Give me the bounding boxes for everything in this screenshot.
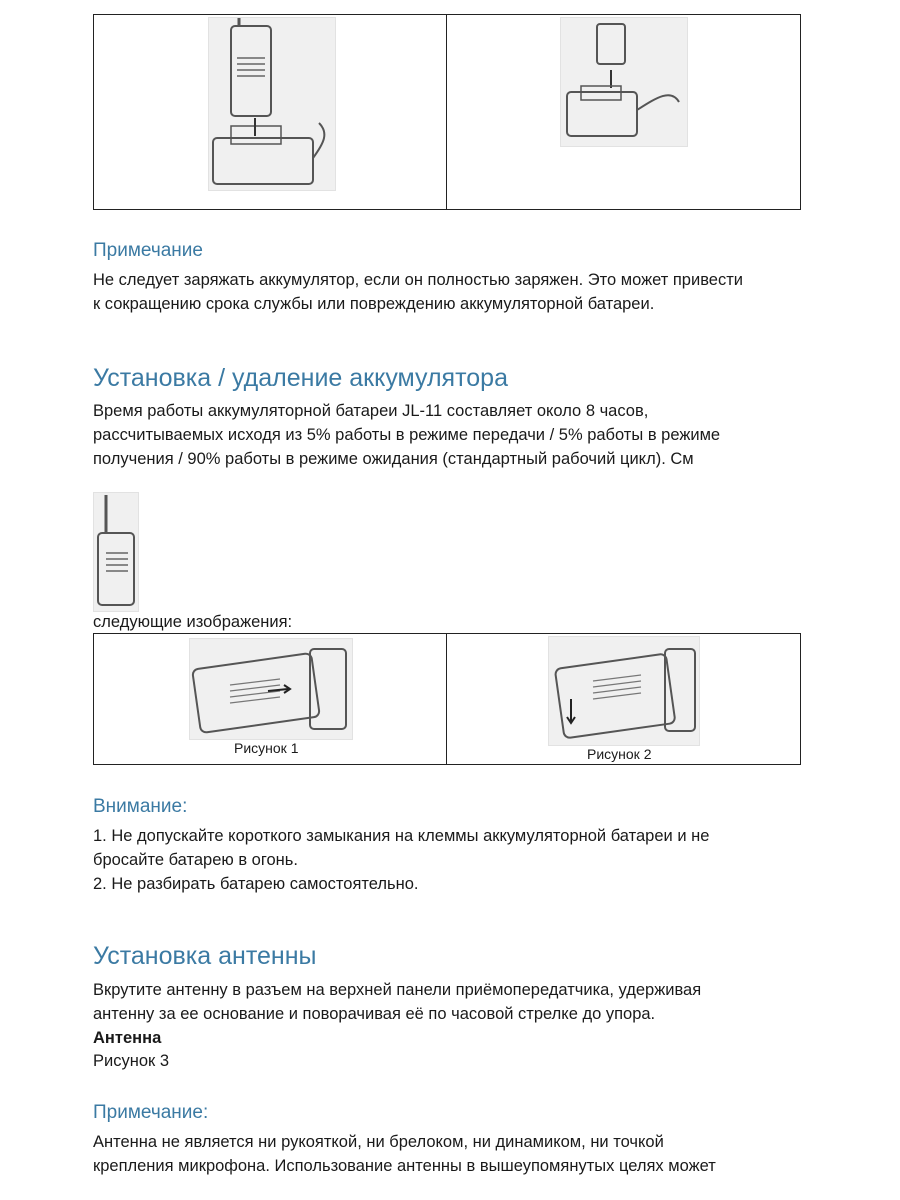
- radio-in-charger-image: [208, 17, 336, 191]
- battery-in-charger-image: [560, 17, 688, 147]
- figures-divider: [446, 634, 447, 764]
- note-text: Не следует заряжать аккумулятор, если он полностью заряжен. Это может привести к сокращению срока службы или повреждению аккумуляторной батареи.: [93, 271, 743, 313]
- figure-1-caption: Рисунок 1: [234, 740, 299, 756]
- warning-text: 1. Не допускайте короткого замыкания на клеммы аккумуляторной батареи и не бросайте батарею в огонь. 2. Не разбирать батарею самостоятельно.: [93, 827, 710, 893]
- figures-table: [93, 633, 801, 765]
- figure-3-label: Рисунок 3: [93, 1052, 169, 1070]
- antenna-section-heading: Установка антенны: [93, 942, 317, 970]
- figure-1-image: [189, 638, 353, 740]
- antenna-label: Антенна: [93, 1029, 162, 1047]
- figure-2-image: [548, 636, 700, 746]
- warning-heading: Внимание:: [93, 796, 188, 817]
- figure-2-caption: Рисунок 2: [587, 746, 652, 762]
- battery-section-text: Время работы аккумуляторной батареи JL-11 составляет около 8 часов, рассчитываемых исходя из 5% работы в режиме передачи / 5% работы в режиме получения / 90% работы в режиме ожидания (стандартный рабочий цикл). См: [93, 402, 721, 468]
- radio-side-image: [93, 492, 139, 612]
- note-heading: Примечание: [93, 240, 203, 261]
- antenna-section-text: Вкрутите антенну в разъем на верхней панели приёмопередатчика, удерживая антенну за ее основание и поворачивая её по часовой стрелке до упора.: [93, 981, 702, 1023]
- note2-text: Антенна не является ни рукояткой, ни брелоком, ни динамиком, ни точкой крепления микрофона. Использование антенны в вышеупомянутых целях может: [93, 1133, 716, 1175]
- table-divider: [446, 15, 447, 209]
- top-image-table: [93, 14, 801, 210]
- battery-section-heading: Установка / удаление аккумулятора: [93, 364, 508, 392]
- note2-heading: Примечание:: [93, 1102, 209, 1123]
- battery-section-after-image: следующие изображения:: [93, 613, 293, 631]
